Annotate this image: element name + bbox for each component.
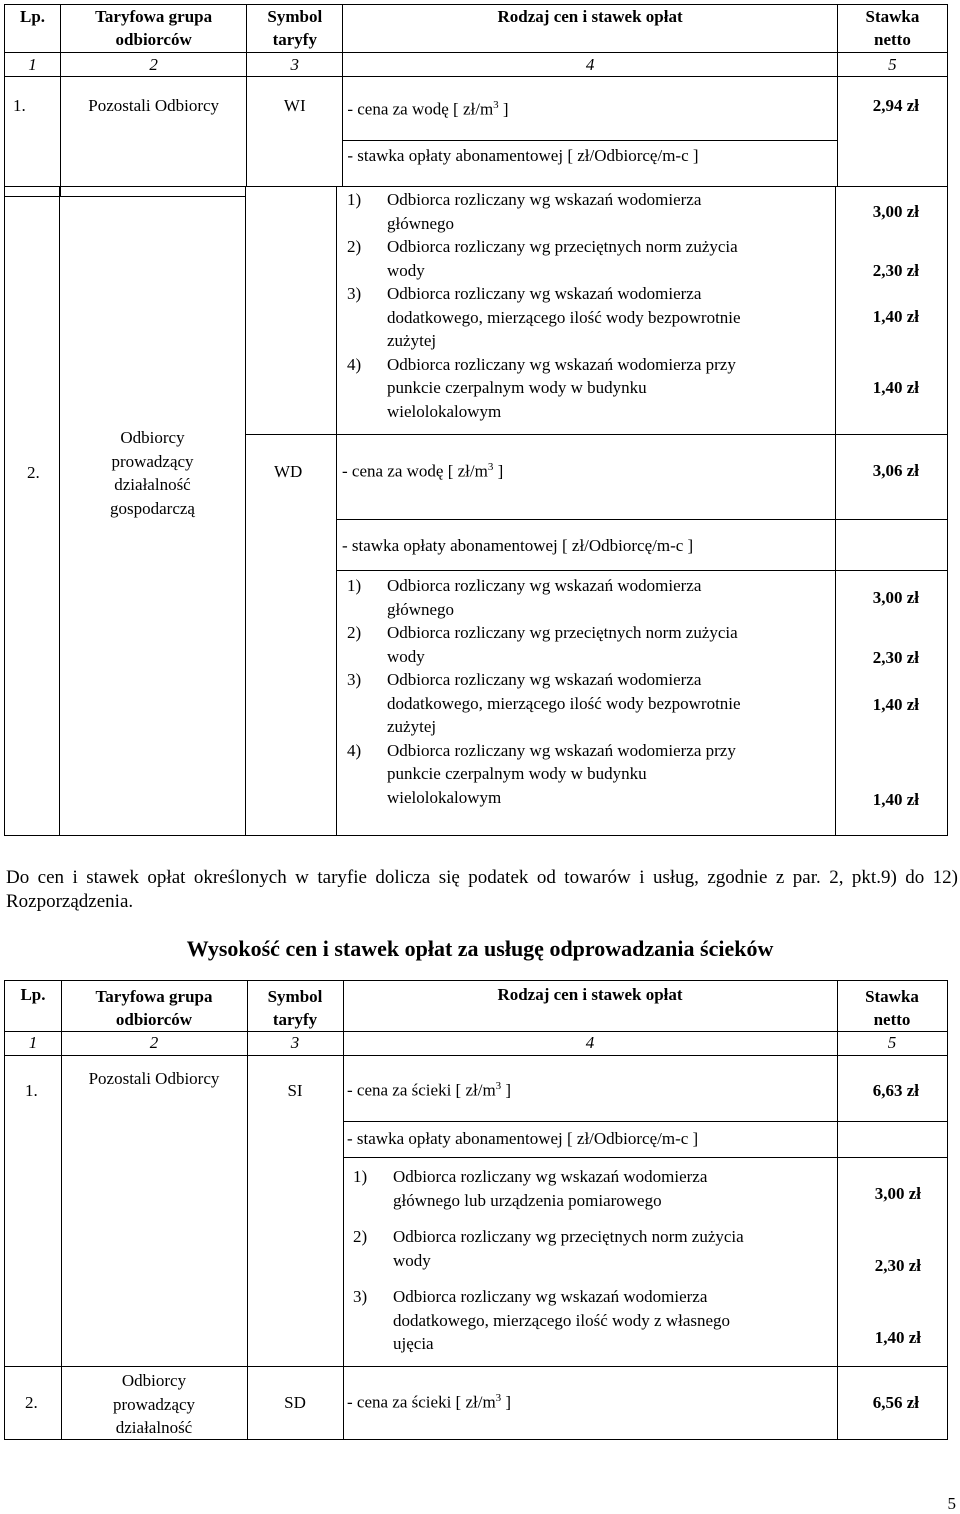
- fee-label: - stawka opłaty abonamentowej [ zł/Odbiorcę/m-c ]: [347, 1129, 699, 1148]
- price-label: - cena za ścieki [ $zł/m^3$ ]: [347, 1392, 512, 1412]
- list-item: 1) Odbiorca rozliczany wg wskazań wodomierza głównego: [347, 576, 702, 619]
- row-lp: 1.: [25, 1081, 38, 1100]
- header-group: Taryfowa grupa odbiorców: [61, 5, 247, 53]
- page-number: 5: [947, 1494, 956, 1513]
- list-item: 3) Odbiorca rozliczany wg wskazań wodomierza dodatkowego, mierzącego ilość wody bezpowrotnie zużytej: [347, 284, 741, 350]
- row2-lp-cell: [4, 186, 60, 836]
- column-number-row: [5, 53, 948, 77]
- row-lp: 2.: [27, 463, 40, 482]
- col-number: 2: [61, 53, 247, 77]
- header-kind: Rodzaj cen i stawek opłat: [343, 5, 838, 53]
- item-rate: 2,30 zł: [872, 648, 919, 667]
- item-rate: 1,40 zł: [872, 378, 919, 397]
- col-number: 3: [247, 53, 343, 77]
- items-list: [343, 1165, 837, 1356]
- item-rate: 1,40 zł: [872, 790, 919, 809]
- row-group: Pozostali Odbiorcy: [61, 77, 247, 197]
- header-lp: Lp.: [5, 5, 61, 53]
- list-item: 1) Odbiorca rozliczany wg wskazań wodomierza głównego lub urządzenia pomiarowego: [353, 1167, 708, 1210]
- row2-content: [336, 186, 948, 836]
- items-list-block-2: [336, 570, 836, 835]
- row-group: Odbiorcy prowadzący działalność: [112, 1371, 196, 1437]
- col-number: 5: [887, 1033, 897, 1052]
- header-symbol: Symbol taryfy: [267, 987, 323, 1029]
- tax-note: Do cen i stawek opłat określonych w taryfie dolicza się podatek od towarów i usług, zgodnie z par. 2, pkt.9) do 12) Rozporządzenia.: [6, 867, 958, 912]
- header-lp: Lp.: [20, 985, 46, 1004]
- list-item: 4) Odbiorca rozliczany wg wskazań wodomierza przy punkcie czerpalnym wody w budynku wielolokalowym: [347, 740, 736, 807]
- price-label: - cena za wodę [ $zł/m^3$ ]: [343, 77, 838, 141]
- fee-label: - stawka opłaty abonamentowej [ zł/Odbiorcę/m-c ]: [343, 141, 838, 197]
- col-number: 1: [5, 53, 61, 77]
- row-lp: 1.: [5, 77, 61, 197]
- item-rate: 2,30 zł: [872, 261, 919, 280]
- list-item: 1) Odbiorca rozliczany wg wskazań wodomierza głównego: [347, 190, 702, 233]
- item-rate: 3,00 zł: [872, 202, 919, 221]
- list-item: 4) Odbiorca rozliczany wg wskazań wodomierza przy punkcie czerpalnym wody w budynku wielolokalowym: [347, 354, 736, 421]
- col-number: 1: [28, 1033, 38, 1052]
- table-bottom-border: [4, 835, 948, 836]
- header-rate: Stawka netto: [837, 5, 947, 53]
- item-rate: 3,00 zł: [874, 1184, 921, 1203]
- col-number: 5: [837, 53, 947, 77]
- col-number: 2: [149, 1033, 159, 1052]
- sewage-tariff-table: [4, 980, 948, 1440]
- price-rate: 6,63 zł: [872, 1081, 919, 1100]
- row-lp: 2.: [25, 1393, 38, 1412]
- price-label: - cena za ścieki [ $zł/m^3$ ]: [347, 1080, 512, 1100]
- item-rate: 3,00 zł: [872, 588, 919, 607]
- list-item: 2) Odbiorca rozliczany wg przeciętnych norm zużycia wody: [353, 1227, 744, 1270]
- row-symbol: SI: [287, 1081, 303, 1100]
- col-number: 4: [343, 53, 838, 77]
- item-rate: 1,40 zł: [872, 695, 919, 714]
- row-divider: [4, 186, 948, 187]
- header-symbol: Symbol taryfy: [247, 5, 343, 53]
- list-item: 3) Odbiorca rozliczany wg wskazań wodomierza dodatkowego, mierzącego ilość wody bezpowrotnie zużytej: [347, 670, 741, 736]
- items-list-block-1: [336, 186, 836, 434]
- row-divider: [336, 519, 948, 520]
- row-group: Pozostali Odbiorcy: [88, 1069, 220, 1088]
- price-rate: 6,56 zł: [872, 1393, 919, 1412]
- row-divider: [836, 570, 948, 571]
- row2-group-cell: Odbiorcy prowadzący działalność gospodarczą: [60, 186, 246, 836]
- col-number: 3: [290, 1033, 300, 1052]
- header-group: Taryfowa grupa odbiorców: [95, 987, 213, 1029]
- fee-label: - stawka opłaty abonamentowej [ zł/Odbiorcę/m-c ]: [342, 536, 694, 555]
- price-rate: 2,94 zł: [837, 77, 947, 197]
- row-symbol: SD: [284, 1393, 306, 1412]
- header-rate: Stawka netto: [865, 987, 919, 1029]
- item-rate: 1,40 zł: [872, 307, 919, 326]
- item-rate: 2,30 zł: [874, 1256, 921, 1275]
- list-item: 2) Odbiorca rozliczany wg przeciętnych norm zużycia wody: [347, 237, 738, 280]
- row-symbol: WI: [247, 77, 343, 197]
- header-kind: Rodzaj cen i stawek opłat: [497, 985, 683, 1004]
- item-rate: 1,40 zł: [874, 1328, 921, 1347]
- price-rate: 3,06 zł: [872, 461, 919, 480]
- table-header-row: [5, 5, 948, 53]
- list-item: 2) Odbiorca rozliczany wg przeciętnych norm zużycia wody: [347, 623, 738, 666]
- section-heading: Wysokość cen i stawek opłat za usługę odprowadzania ścieków: [186, 936, 774, 961]
- col-number: 4: [585, 1033, 595, 1052]
- table-row: [5, 77, 948, 141]
- list-item: 3) Odbiorca rozliczany wg wskazań wodomierza dodatkowego, mierzącego ilość wody z własnego ujęcia: [353, 1287, 731, 1353]
- price-label: - cena za wodę [ $zł/m^3$ ]: [342, 461, 504, 481]
- row-symbol: WD: [274, 462, 303, 481]
